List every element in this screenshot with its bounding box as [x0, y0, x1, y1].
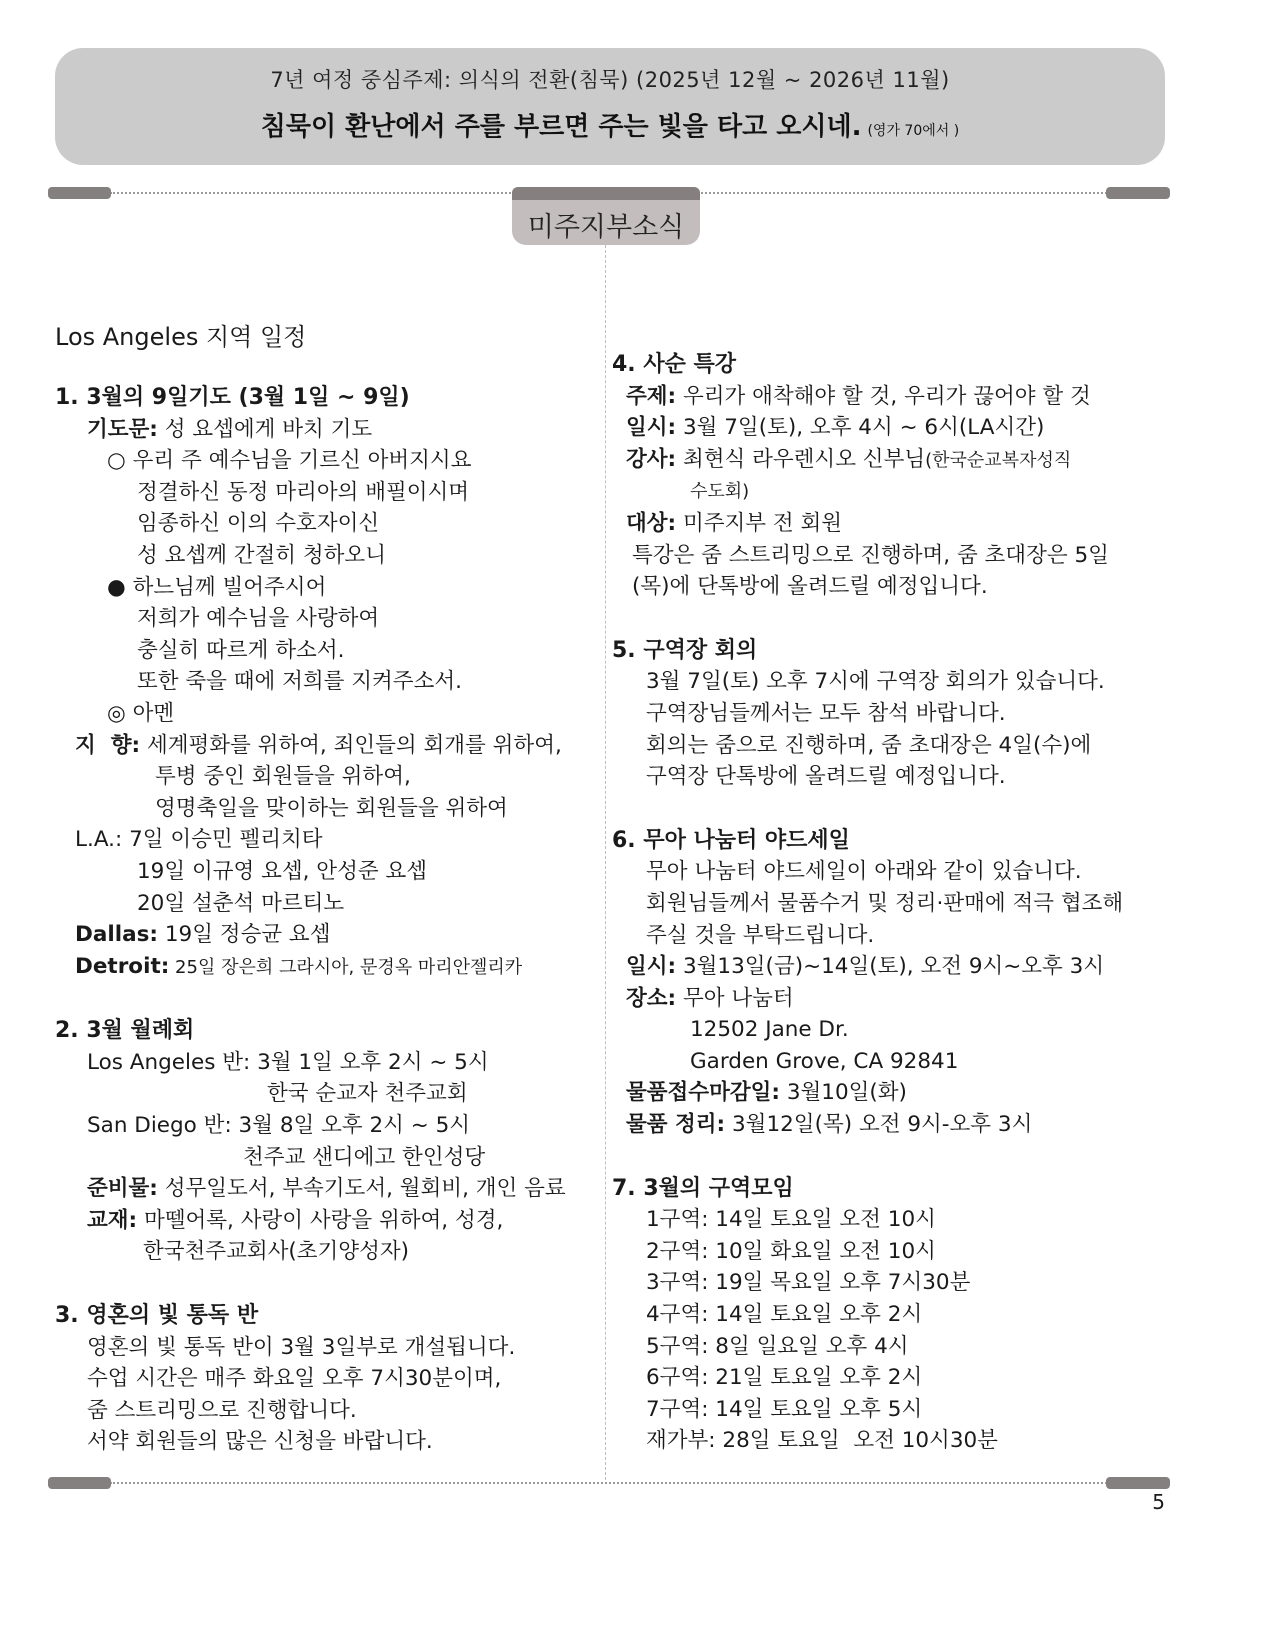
intention-line: 투병 중인 회원들을 위하여,	[155, 764, 411, 790]
speaker-label: 강사:	[626, 446, 677, 472]
prep-label: 준비물:	[87, 1176, 158, 1202]
bottom-left-tab	[48, 1477, 111, 1489]
item5-line: 3월 7일(토) 오후 7시에 구역장 회의가 있습니다.	[646, 669, 1105, 695]
item6-title: 6. 무아 나눔터 야드세일	[612, 827, 850, 853]
feast-detroit: 25일 장은희 그라시아, 문경옥 마리안젤리카	[169, 956, 523, 978]
la-class-place: 한국 순교자 천주교회	[267, 1081, 468, 1107]
verse-line	[55, 106, 1165, 143]
item3-line: 서약 회원들의 많은 신청을 바랍니다.	[87, 1429, 433, 1455]
item7-title: 7. 3월의 구역모임	[612, 1175, 794, 1201]
feast-la-label: L.A.:	[75, 827, 123, 853]
item5-title: 5. 구역장 회의	[612, 637, 758, 663]
column-divider	[605, 245, 606, 1480]
topic: 우리가 애착해야 할 것, 우리가 끊어야 할 것	[676, 383, 1091, 409]
prayer-line: ● 하느님께 빌어주시어	[107, 574, 327, 600]
lecture-date-label: 일시:	[626, 415, 677, 441]
bottom-right-tab	[1106, 1477, 1170, 1489]
sorting-label: 물품 정리:	[626, 1112, 726, 1138]
district-row: 3구역: 19일 목요일 오후 7시30분	[646, 1270, 971, 1296]
intention-label: 지 향:	[75, 732, 141, 758]
intention-line: 세계평화를 위하여, 죄인들의 회개를 위하여,	[140, 732, 562, 758]
left-column	[55, 320, 600, 1458]
prayer-line: 정결하신 동정 마리아의 배필이시며	[137, 479, 470, 505]
prayer-line: 성 요셉께 간절히 청하오니	[137, 542, 386, 568]
speaker-org: (한국순교복자성직	[925, 449, 1072, 471]
speaker: 최현식 라우렌시오 신부님	[676, 446, 926, 472]
topic-label: 주제:	[626, 383, 677, 409]
section-title-tab	[512, 187, 700, 245]
sale-place: 무아 나눔터	[676, 985, 794, 1011]
deadline-label: 물품접수마감일:	[626, 1080, 780, 1106]
sd-class-place: 천주교 샌디에고 한인성당	[243, 1144, 486, 1170]
right-column	[612, 349, 1172, 1457]
theme-line: 7년 여정 중심주제: 의식의 전환(침묵) (2025년 12월 ~ 2026년 11월)	[270, 68, 950, 92]
item3-line: 줌 스트리밍으로 진행합니다.	[87, 1397, 357, 1423]
feast-la-line: 7일 이승민 펠리치타	[122, 827, 323, 853]
lecture-note: 특강은 줌 스트리밍으로 진행하며, 줌 초대장은 5일	[632, 542, 1109, 568]
prayer-line: 또한 죽을 때에 저희를 지켜주소서.	[137, 669, 462, 695]
deadline: 3월10일(화)	[779, 1080, 907, 1106]
item5-line: 구역장님들께서는 모두 참석 바랍니다.	[646, 700, 1006, 726]
prayer-line: 저희가 예수님을 사랑하여	[137, 606, 380, 632]
district-row: 2구역: 10일 화요일 오전 10시	[646, 1238, 936, 1264]
sale-place-label: 장소:	[626, 985, 677, 1011]
sorting: 3월12일(목) 오전 9시-오후 3시	[725, 1112, 1033, 1138]
item3-line: 영혼의 빛 통독 반이 3월 3일부로 개설됩니다.	[87, 1334, 516, 1360]
section-title-strip	[512, 187, 700, 200]
prayer-line: 임종하신 이의 수호자이신	[137, 511, 380, 537]
feast-la-line: 19일 이규영 요셉, 안성준 요셉	[137, 858, 427, 884]
district-row: 4구역: 14일 토요일 오후 2시	[646, 1302, 923, 1328]
district-row: 1구역: 14일 토요일 오전 10시	[646, 1207, 936, 1233]
item5-line: 구역장 단톡방에 올려드릴 예정입니다.	[646, 764, 1006, 790]
item2-title: 2. 3월 월례회	[55, 1018, 195, 1044]
sale-address-line2: Garden Grove, CA 92841	[690, 1048, 959, 1074]
top-right-tab	[1106, 187, 1170, 199]
prayer-line: ○ 우리 주 예수님을 기르신 아버지시요	[107, 448, 472, 474]
sale-date-label: 일시:	[626, 954, 677, 980]
item6-line: 무아 나눔터 야드세일이 아래와 같이 있습니다.	[646, 859, 1082, 885]
feast-la-line: 20일 설춘석 마르티노	[137, 890, 345, 916]
theme-banner	[55, 48, 1165, 165]
district-row: 5구역: 8일 일요일 오후 4시	[646, 1333, 909, 1359]
prayer-line: 충실히 따르게 하소서.	[137, 637, 345, 663]
feast-detroit-label: Detroit:	[75, 953, 170, 979]
region-title: Los Angeles 지역 일정	[55, 323, 307, 351]
item6-line: 주실 것을 부탁드립니다.	[646, 922, 875, 948]
sd-class-label: San Diego 반	[87, 1113, 225, 1139]
textbook-items: 마뗄어록, 사랑이 사랑을 위하여, 성경,	[137, 1207, 504, 1233]
section-title: 미주지부소식	[527, 212, 685, 243]
sale-date: 3월13일(금)~14일(토), 오전 9시~오후 3시	[676, 954, 1105, 980]
item1-title: 1. 3월의 9일기도 (3월 1일 ~ 9일)	[55, 385, 410, 410]
lecture-date: 3월 7일(토), 오후 4시 ~ 6시(LA시간)	[676, 415, 1045, 441]
item3-title: 3. 영혼의 빛 통독 반	[55, 1303, 259, 1329]
feast-dallas: 19일 정승균 요셉	[158, 922, 331, 948]
top-left-tab	[48, 187, 111, 199]
prayer-label: 기도문:	[87, 416, 158, 442]
textbook-label: 교재:	[87, 1207, 138, 1233]
district-row: 7구역: 14일 토요일 오후 5시	[646, 1396, 923, 1422]
textbook-items-cont: 한국천주교회사(초기양성자)	[143, 1239, 410, 1265]
item3-line: 수업 시간은 매주 화요일 오후 7시30분이며,	[87, 1366, 502, 1392]
item5-line: 회의는 줌으로 진행하며, 줌 초대장은 4일(수)에	[646, 732, 1092, 758]
audience-label: 대상:	[626, 510, 677, 536]
verse-text: 침묵이 환난에서 주를 부르면 주는 빛을 타고 오시네.	[260, 112, 862, 142]
page-number: 5	[1152, 1490, 1165, 1514]
item4-title: 4. 사순 특강	[612, 352, 736, 377]
audience: 미주지부 전 회원	[676, 510, 843, 536]
sd-class-time: : 3월 8일 오후 2시 ~ 5시	[224, 1113, 471, 1139]
verse-source: (영가 70에서 )	[867, 123, 960, 139]
speaker-org-cont: 수도회)	[690, 481, 750, 503]
prayer-line: ◎ 아멘	[107, 700, 175, 726]
item6-line: 회원님들께서 물품수거 및 정리·판매에 적극 협조해	[646, 890, 1124, 916]
lecture-note: (목)에 단톡방에 올려드릴 예정입니다.	[632, 574, 988, 600]
district-row: 6구역: 21일 토요일 오후 2시	[646, 1365, 923, 1391]
feast-dallas-label: Dallas:	[75, 922, 158, 948]
bottom-dotted-rule	[110, 1482, 1170, 1484]
district-row: 재가부: 28일 토요일 오전 10시30분	[646, 1428, 998, 1454]
intention-line: 영명축일을 맞이하는 회원들을 위하여	[155, 795, 508, 821]
sale-address-line1: 12502 Jane Dr.	[690, 1017, 849, 1043]
prayer-title: 성 요셉에게 바치 기도	[157, 416, 373, 442]
la-class-time: : 3월 1일 오후 2시 ~ 5시	[243, 1049, 489, 1075]
prep-items: 성무일도서, 부속기도서, 월회비, 개인 음료	[157, 1176, 566, 1202]
la-class-label: Los Angeles 반	[87, 1049, 244, 1075]
